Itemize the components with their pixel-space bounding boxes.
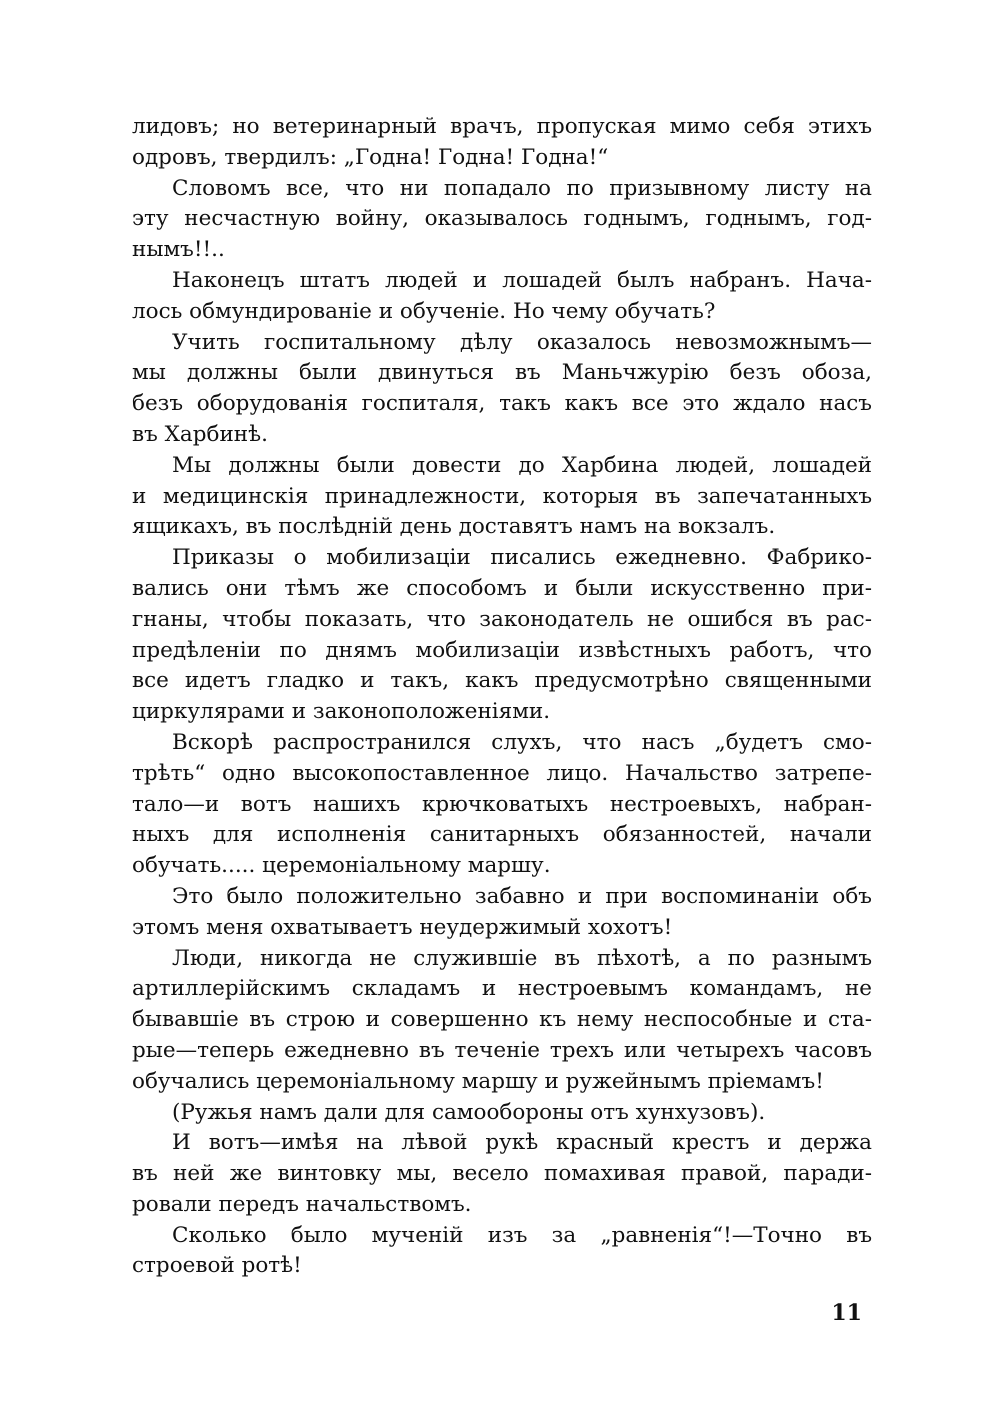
text-line: Это было положительно забавно и при воспоминаніи объ [172, 883, 872, 909]
text-line: Учить госпитальному дѣлу оказалось невозможнымъ— [172, 329, 872, 355]
page-number: 11 [831, 1300, 862, 1326]
page-body-text [132, 112, 872, 1282]
text-line: лидовъ; но ветеринарный врачъ, пропуская мимо себя этихъ [132, 114, 872, 139]
text-line: лось обмундированіе и обученіе. Но чему обучать? [132, 298, 716, 324]
text-line: И вотъ—имѣя на лѣвой рукѣ красный крестъ и держа [172, 1130, 872, 1156]
text-line: мы должны были двинуться въ Маньчжурію безъ обоза, [132, 360, 872, 386]
text-line: тало—и вотъ нашихъ крючковатыхъ нестроевыхъ, набран- [132, 791, 872, 817]
text-line: безъ оборудованія госпиталя, такъ какъ все это ждало насъ [132, 391, 872, 417]
text-line: въ ней же винтовку мы, весело помахивая правой, паради- [132, 1161, 872, 1187]
text-line: въ Харбинѣ. [132, 421, 268, 447]
text-line: Вскорѣ распространился слухъ, что насъ „будетъ смо- [172, 729, 872, 755]
text-line: (Ружья намъ дали для самообороны отъ хунхузовъ). [172, 1099, 766, 1125]
text-line: Приказы о мобилизаціи писались ежедневно. Фабрико- [172, 545, 872, 571]
text-line: бывавшіе въ строю и совершенно къ нему неспособные и ста- [132, 1007, 872, 1033]
text-line: Наконецъ штатъ людей и лошадей былъ набранъ. Нача- [172, 267, 872, 293]
text-line: циркулярами и законоположеніями. [132, 699, 551, 725]
text-line: эту несчастную войну, оказывалось годнымъ, годнымъ, год- [132, 206, 872, 232]
text-line: строевой ротѣ! [132, 1253, 302, 1279]
text-line: ныхъ для исполненія санитарныхъ обязанностей, начали [132, 822, 872, 848]
text-line: обучать..... церемоніальному маршу. [132, 853, 551, 879]
text-line: рые—теперь ежедневно въ теченіе трехъ или четырехъ часовъ [132, 1037, 872, 1063]
text-line: Люди, никогда не служившіе въ пѣхотѣ, а по разнымъ [172, 945, 872, 971]
text-line: артиллерійскимъ складамъ и нестроевымъ командамъ, не [132, 976, 872, 1002]
text-line: Словомъ все, что ни попадало по призывному листу на [172, 175, 872, 201]
text-line: трѣть“ одно высокопоставленное лицо. Начальство затрепе- [132, 760, 872, 786]
text-line: гнаны, чтобы показать, что законодатель не ошибся въ рас- [132, 606, 872, 632]
text-line: ровали передъ начальствомъ. [132, 1191, 472, 1217]
text-line: одровъ, твердилъ: „Годна! Годна! Годна!“ [132, 144, 609, 170]
text-line: этомъ меня охватываетъ неудержимый хохотъ! [132, 914, 673, 940]
text-line: и медицинскія принадлежности, которыя въ запечатанныхъ [132, 483, 872, 509]
text-line: вались они тѣмъ же способомъ и были искусственно при- [132, 575, 872, 601]
text-line: Сколько было мученій изъ за „равненія“!—Точно въ [172, 1222, 872, 1248]
text-line: все идетъ гладко и такъ, какъ предусмотрѣно священными [132, 668, 872, 694]
text-line: предѣленіи по днямъ мобилизаціи извѣстныхъ работъ, что [132, 637, 872, 663]
text-line: обучались церемоніальному маршу и ружейнымъ пріемамъ! [132, 1068, 824, 1094]
text-line: ящикахъ, въ послѣдній день доставятъ намъ на вокзалъ. [132, 514, 776, 540]
text-line: нымъ!!.. [132, 237, 225, 263]
text-line: Мы должны были довести до Харбина людей, лошадей [172, 452, 872, 478]
